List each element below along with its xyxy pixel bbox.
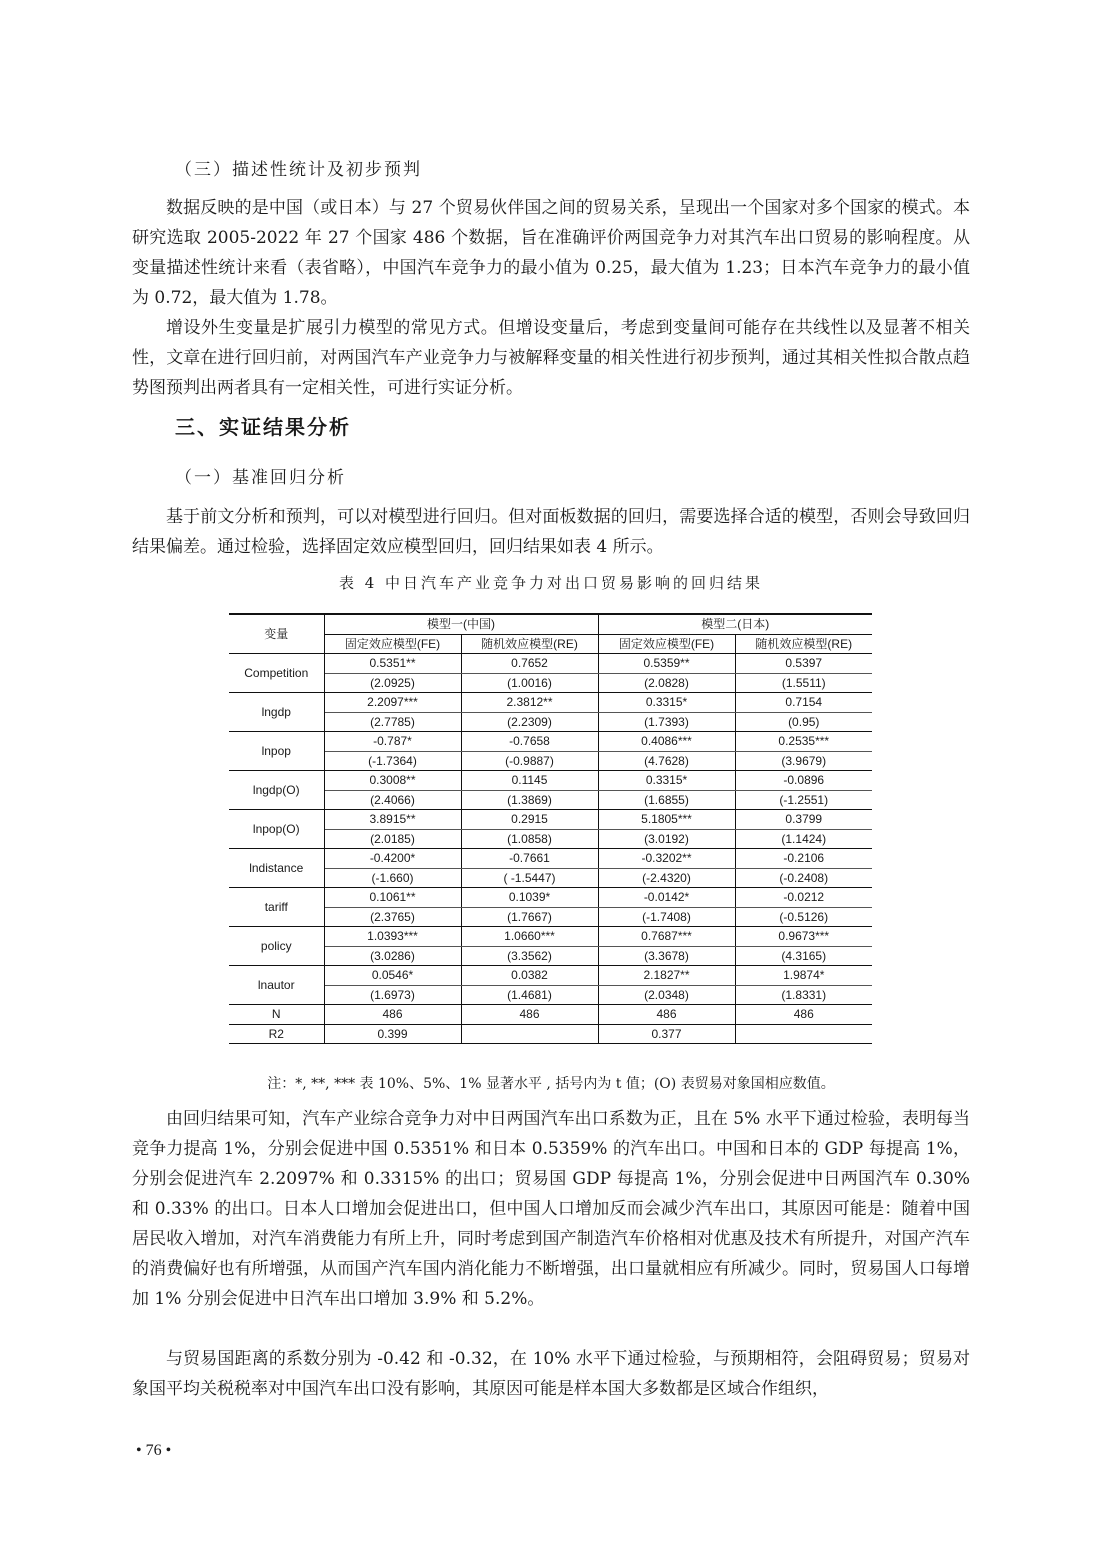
coefficient-cell: -0.787* [324, 732, 461, 752]
t-value-cell: (4.7628) [598, 751, 735, 771]
coefficient-cell: 5.1805*** [598, 810, 735, 830]
coefficient-cell: -0.7658 [461, 732, 598, 752]
coefficient-cell: 0.5351** [324, 654, 461, 674]
n-label: N [229, 1005, 324, 1025]
t-value-cell: (2.2309) [461, 712, 598, 732]
t-value-cell: (1.0016) [461, 673, 598, 693]
subheader-re: 随机效应模型(RE) [461, 634, 598, 654]
t-value-cell: (1.6973) [324, 985, 461, 1005]
r2-value: 0.399 [324, 1024, 461, 1044]
t-value-cell: (-1.2551) [735, 790, 872, 810]
coefficient-cell: 0.9673*** [735, 927, 872, 947]
variable-name: lnpop [229, 732, 324, 771]
n-value: 486 [735, 1005, 872, 1025]
t-value-cell: (1.7667) [461, 907, 598, 927]
t-value-cell: (-0.2408) [735, 868, 872, 888]
t-value-cell: (2.3765) [324, 907, 461, 927]
coefficient-cell: 2.3812** [461, 693, 598, 713]
t-value-cell: (1.8331) [735, 985, 872, 1005]
coefficient-cell: 0.0546* [324, 966, 461, 986]
paragraph: 增设外生变量是扩展引力模型的常见方式。但增设变量后，考虑到变量间可能存在共线性以及显著不相关性，文章在进行回归前，对两国汽车产业竞争力与被解释变量的相关性进行初步预判，通过其相关性拟合散点趋势图预判出两者具有一定相关性，可进行实证分析。 [132, 318, 970, 398]
coefficient-cell: 0.3008** [324, 771, 461, 791]
paragraph: 由回归结果可知，汽车产业综合竞争力对中日两国汽车出口系数为正，且在 5% 水平下通过检验，表明每当竞争力提高 1%，分别会促进中国 0.5351% 和日本 0.5359% 的汽车出口。中国和日本的 GDP 每提高 1%，分别会促进汽车 2.2097% 和 0.3315% 的出口；贸易国 GDP 每提高 1%，分别会促进中日两国汽车 0.30% 和 0.33% 的出口。日本人口增加会促进出口，但中国人口增加反而会减少汽车出口，其原因可能是：随着中国居民收入增加，对汽车消费能力有所上升，同时考虑到国产制造汽车价格相对优惠及技术有所提升，对国产汽车的消费偏好也有所增强，从而国产汽车国内消化能力不断增强，出口量就相应有所减少。同时，贸易国人口每增加 1% 分别会促进中日汽车出口增加 3.9% 和 5.2%。 [132, 1109, 970, 1309]
paragraph: 与贸易国距离的系数分别为 -0.42 和 -0.32，在 10% 水平下通过检验，与预期相符，会阻碍贸易；贸易对象国平均关税税率对中国汽车出口没有影响，其原因可能是样本国大多数都是区域合作组织， [132, 1349, 970, 1399]
t-value-cell: (3.0192) [598, 829, 735, 849]
coefficient-cell: -0.3202** [598, 849, 735, 869]
t-value-cell: (-1.7364) [324, 751, 461, 771]
t-value-cell: ( -1.5447) [461, 868, 598, 888]
t-value-cell: (4.3165) [735, 946, 872, 966]
coefficient-cell: 0.3315* [598, 693, 735, 713]
coefficient-cell: 0.7154 [735, 693, 872, 713]
page-number: • 76 • [136, 1442, 172, 1459]
variable-name: Competition [229, 654, 324, 693]
variable-name: lndistance [229, 849, 324, 888]
n-value: 486 [598, 1005, 735, 1025]
r2-value [461, 1024, 598, 1044]
variable-name: lnpop(O) [229, 810, 324, 849]
coefficient-cell: -0.0896 [735, 771, 872, 791]
t-value-cell: (1.4681) [461, 985, 598, 1005]
paragraph: 基于前文分析和预判，可以对模型进行回归。但对面板数据的回归，需要选择合适的模型，否则会导致回归结果偏差。通过检验，选择固定效应模型回归，回归结果如表 4 所示。 [132, 507, 970, 557]
r2-label: R2 [229, 1024, 324, 1044]
table-note: 注：*, **, *** 表 10%、5%、1% 显著水平 , 括号内为 t 值；(O) 表贸易对象国相应数值。 [267, 1076, 835, 1092]
coefficient-cell: 3.8915** [324, 810, 461, 830]
coefficient-cell: 0.5359** [598, 654, 735, 674]
t-value-cell: (3.3562) [461, 946, 598, 966]
n-value: 486 [324, 1005, 461, 1025]
t-value-cell: (3.9679) [735, 751, 872, 771]
t-value-cell: (1.7393) [598, 712, 735, 732]
variable-name: lngdp [229, 693, 324, 732]
t-value-cell: (3.0286) [324, 946, 461, 966]
t-value-cell: (1.5511) [735, 673, 872, 693]
section-subheading: （三）描述性统计及初步预判 [175, 160, 422, 180]
coefficient-cell: 0.2535*** [735, 732, 872, 752]
subheader-fe: 固定效应模型(FE) [324, 634, 461, 654]
coefficient-cell: 0.0382 [461, 966, 598, 986]
t-value-cell: (2.7785) [324, 712, 461, 732]
t-value-cell: (1.6855) [598, 790, 735, 810]
paragraph: 数据反映的是中国（或日本）与 27 个贸易伙伴国之间的贸易关系，呈现出一个国家对多个国家的模式。本研究选取 2005-2022 年 27 个国家 486 个数据，旨在准确评价两国竞争力对其汽车出口贸易的影响程度。从变量描述性统计来看（表省略），中国汽车竞争力的最小值为 0.25，最大值为 1.23；日本汽车竞争力的最小值为 0.72，最大值为 1.78。 [132, 198, 970, 308]
variable-name: tariff [229, 888, 324, 927]
r2-value: 0.377 [598, 1024, 735, 1044]
t-value-cell: (-0.9887) [461, 751, 598, 771]
t-value-cell: (3.3678) [598, 946, 735, 966]
coefficient-cell: 0.1039* [461, 888, 598, 908]
variable-name: lngdp(O) [229, 771, 324, 810]
coefficient-cell: 0.4086*** [598, 732, 735, 752]
t-value-cell: (-1.660) [324, 868, 461, 888]
regression-table [229, 613, 872, 1044]
coefficient-cell: 1.9874* [735, 966, 872, 986]
coefficient-cell: -0.7661 [461, 849, 598, 869]
variable-name: policy [229, 927, 324, 966]
coefficient-cell: 0.1061** [324, 888, 461, 908]
subheader-re: 随机效应模型(RE) [735, 634, 872, 654]
t-value-cell: (-0.5126) [735, 907, 872, 927]
t-value-cell: (2.0925) [324, 673, 461, 693]
var-header: 变量 [229, 614, 324, 654]
coefficient-cell: 2.1827** [598, 966, 735, 986]
coefficient-cell: 0.7652 [461, 654, 598, 674]
coefficient-cell: 1.0393*** [324, 927, 461, 947]
coefficient-cell: 0.7687*** [598, 927, 735, 947]
coefficient-cell: 2.2097*** [324, 693, 461, 713]
t-value-cell: (2.0828) [598, 673, 735, 693]
t-value-cell: (2.0185) [324, 829, 461, 849]
table-caption: 表 4 中日汽车产业竞争力对出口贸易影响的回归结果 [338, 574, 764, 592]
model2-header: 模型二(日本) [598, 614, 872, 634]
r2-value [735, 1024, 872, 1044]
t-value-cell: (1.3869) [461, 790, 598, 810]
variable-name: lnautor [229, 966, 324, 1005]
chapter-heading: 三、实证结果分析 [175, 415, 351, 439]
coefficient-cell: 0.2915 [461, 810, 598, 830]
subheader-fe: 固定效应模型(FE) [598, 634, 735, 654]
t-value-cell: (1.0858) [461, 829, 598, 849]
coefficient-cell: -0.2106 [735, 849, 872, 869]
coefficient-cell: 0.3315* [598, 771, 735, 791]
t-value-cell: (-2.4320) [598, 868, 735, 888]
t-value-cell: (1.1424) [735, 829, 872, 849]
coefficient-cell: 0.5397 [735, 654, 872, 674]
t-value-cell: (2.4066) [324, 790, 461, 810]
t-value-cell: (2.0348) [598, 985, 735, 1005]
model1-header: 模型一(中国) [324, 614, 598, 634]
coefficient-cell: -0.4200* [324, 849, 461, 869]
section-subheading: （一）基准回归分析 [175, 468, 346, 488]
coefficient-cell: 1.0660*** [461, 927, 598, 947]
n-value: 486 [461, 1005, 598, 1025]
t-value-cell: (0.95) [735, 712, 872, 732]
coefficient-cell: -0.0212 [735, 888, 872, 908]
coefficient-cell: 0.1145 [461, 771, 598, 791]
t-value-cell: (-1.7408) [598, 907, 735, 927]
coefficient-cell: 0.3799 [735, 810, 872, 830]
coefficient-cell: -0.0142* [598, 888, 735, 908]
